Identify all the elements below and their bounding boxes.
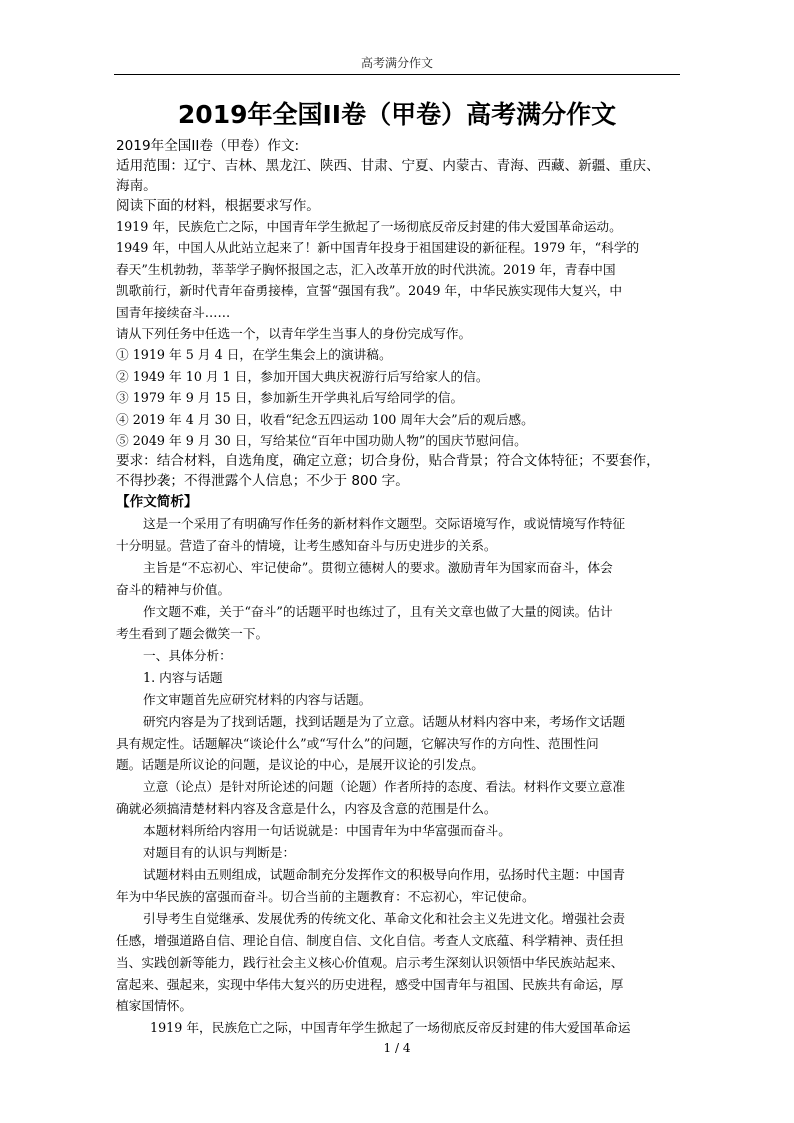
- analysis-line: 考生看到了题会微笑一下。: [116, 626, 269, 641]
- material-line: 春天”生机勃勃，莘莘学子胸怀报国之志，汇入改革开放的时代洪流。2019 年，青春中国: [116, 261, 616, 277]
- analysis-line: 对题目有的认识与判断是：: [143, 845, 296, 861]
- material-line: 请从下列任务中任选一个，以青年学生当事人的身份完成写作。: [116, 326, 472, 342]
- page-header: 高考满分作文: [360, 56, 433, 70]
- task-item: ② 1949 年 10 月 1 日，参加开国大典庆祝游行后写给家人的信。: [116, 368, 489, 384]
- analysis-line: 当、实践创新等能力，践行社会主义核心价值观。启示考生深刻认识领悟中华民族站起来、: [116, 954, 624, 970]
- analysis-line: 年为中华民族的富强而奋斗。切合当前的主题教育：不忘初心，牢记使命。: [116, 888, 535, 904]
- intro-section: [116, 136, 682, 216]
- page-number: 1 / 4: [383, 1041, 411, 1055]
- analysis-line: 试题材料由五则组成，试题命制充分发挥作文的积极导向作用，弘扬时代主题：中国青: [143, 866, 626, 882]
- analysis-line: 研究内容是为了找到话题，找到话题是为了立意。话题从材料内容中来，考场作文话题: [143, 713, 626, 729]
- intro-line: 海南。: [116, 178, 157, 194]
- analysis-line: 任感，增强道路自信、理论自信、制度自信、文化自信。考查人文底蕴、科学精神、责任担: [116, 932, 624, 948]
- analysis-line: 一、具体分析：: [143, 647, 232, 663]
- analysis-line: 主旨是“不忘初心、牢记使命”。贯彻立德树人的要求。激励青年为国家而奋斗，体会: [143, 560, 613, 576]
- analysis-line: 本题材料所给内容用一句话说就是：中国青年为中华富强而奋斗。: [143, 823, 511, 839]
- requirements-section: [116, 451, 682, 491]
- analysis-line: 植家国情怀。: [116, 998, 193, 1014]
- analysis-line: 具有规定性。话题解决“谈论什么”或“写什么”的问题，它解决写作的方向性、范围性问: [116, 735, 599, 751]
- material-section: [116, 216, 682, 451]
- analysis-line: 确就必须搞清楚材料内容及含意是什么，内容及含意的范围是什么。: [116, 801, 497, 817]
- intro-line: 适用范围：辽宁、吉林、黑龙江、陕西、甘肃、宁夏、内蒙古、青海、西藏、新疆、重庆、: [116, 158, 660, 174]
- task-item: ① 1919 年 5 月 4 日，在学生集会上的演讲稿。: [116, 347, 392, 363]
- header-divider: [114, 74, 680, 75]
- analysis-line: 奋斗的精神与价值。: [116, 582, 231, 598]
- document-body: [116, 136, 682, 1039]
- analysis-line: 十分明显。营造了奋斗的情境，让考生感知奋斗与历史进步的关系。: [116, 538, 497, 554]
- analysis-section: [116, 513, 682, 1039]
- analysis-line: 富起来、强起来，实现中华伟大复兴的历史进程，感受中国青年与祖国、民族共有命运，厚: [116, 976, 624, 992]
- requirement-line: 不得抄袭；不得泄露个人信息；不少于 800 字。: [116, 473, 409, 490]
- material-line: 国青年接续奋斗……: [116, 304, 231, 320]
- material-line: 凯歌前行，新时代青年奋勇接棒，宣誓“强国有我”。2049 年，中华民族实现伟大复兴，中: [116, 283, 623, 299]
- analysis-line: 1. 内容与话题: [143, 669, 223, 685]
- requirement-line: 要求：结合材料，自选角度，确定立意；切合身份，贴合背景；符合文体特征；不要套作，: [116, 453, 660, 470]
- task-item: ⑤ 2049 年 9 月 30 日，写给某位“百年中国功勋人物”的国庆节慰问信。: [116, 433, 527, 449]
- analysis-line: 1919 年，民族危亡之际，中国青年学生掀起了一场彻底反帝反封建的伟大爱国革命运: [150, 1020, 631, 1036]
- task-item: ④ 2019 年 4 月 30 日，收看“纪念五四运动 100 周年大会”后的观后感。: [116, 411, 534, 427]
- material-line: 1919 年，民族危亡之际，中国青年学生掀起了一场彻底反帝反封建的伟大爱国革命运动。: [116, 219, 622, 234]
- analysis-line: 作文审题首先应研究材料的内容与话题。: [143, 691, 372, 707]
- analysis-line: 这是一个采用了有明确写作任务的新材料作文题型。交际语境写作，或说情境写作特征: [143, 516, 626, 532]
- analysis-heading: 【作文简析】: [116, 494, 198, 511]
- analysis-line: 立意（论点）是针对所论述的问题（论题）作者所持的态度、看法。材料作文要立意准: [143, 779, 626, 795]
- intro-line: 2019年全国II卷（甲卷）作文:: [116, 138, 300, 154]
- analysis-line: 引导考生自觉继承、发展优秀的传统文化、革命文化和社会主义先进文化。增强社会责: [143, 910, 626, 926]
- task-item: ③ 1979 年 9 月 15 日，参加新生开学典礼后写给同学的信。: [116, 390, 464, 406]
- analysis-line: 作文题不难，关于“奋斗”的话题平时也练过了，且有关文章也做了大量的阅读。估计: [143, 604, 613, 620]
- document-title: 2019年全国II卷（甲卷）高考满分作文: [177, 100, 617, 129]
- material-line: 1949 年，中国人从此站立起来了！新中国青年投身于祖国建设的新征程。1979 年，“科学的: [116, 240, 640, 256]
- analysis-line: 题。话题是所议论的问题，是议论的中心，是展开议论的引发点。: [116, 757, 484, 773]
- intro-line: 阅读下面的材料，根据要求写作。: [116, 198, 320, 214]
